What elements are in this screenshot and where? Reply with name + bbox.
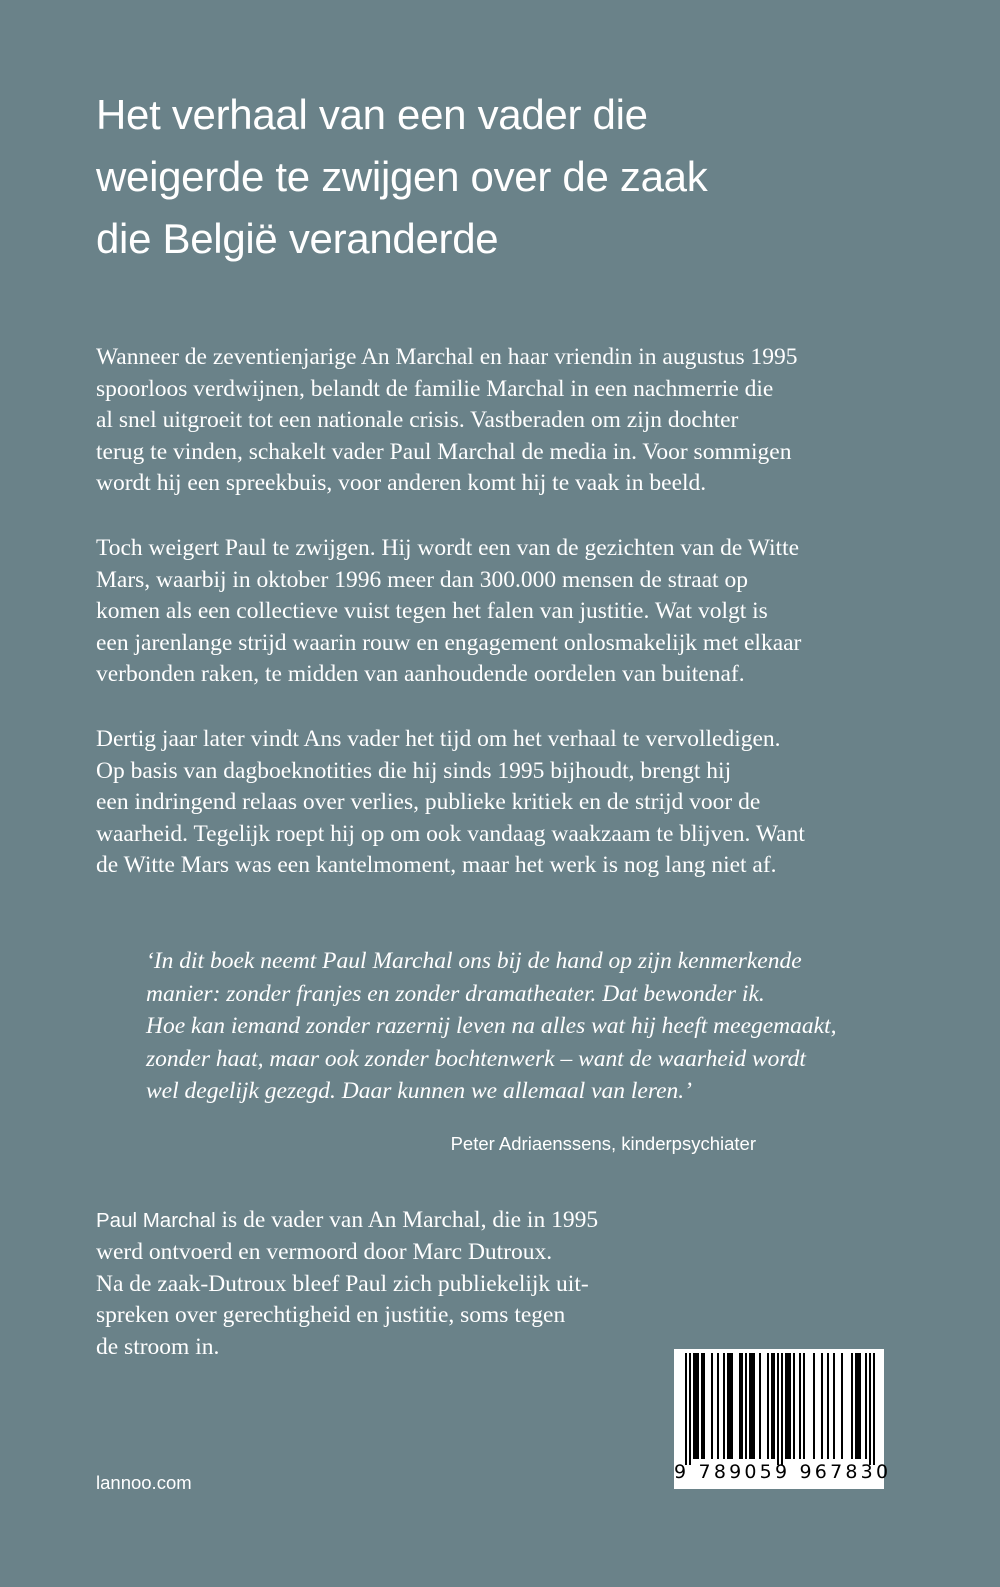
blurb-line: terug te vinden, schakelt vader Paul Marchal de media in. Voor sommigen bbox=[96, 438, 792, 465]
blurb-line: komen als een collectieve vuist tegen het falen van justitie. Wat volgt is bbox=[96, 598, 768, 625]
barcode-bar bbox=[793, 1353, 795, 1459]
barcode-bar bbox=[859, 1353, 861, 1459]
barcode-bar bbox=[685, 1353, 687, 1465]
barcode-bar bbox=[745, 1353, 747, 1459]
barcode-bar bbox=[701, 1353, 703, 1459]
isbn-barcode bbox=[674, 1349, 892, 1489]
headline-line: die België veranderde bbox=[96, 215, 499, 262]
barcode-bar bbox=[753, 1353, 755, 1459]
headline-line: weigerde te zwijgen over de zaak bbox=[96, 153, 708, 200]
barcode-bar bbox=[787, 1353, 789, 1459]
barcode-bar bbox=[821, 1353, 823, 1459]
bio-line: spreken over gerechtigheid en justitie, soms tegen bbox=[96, 1302, 566, 1329]
barcode-bar bbox=[813, 1353, 815, 1459]
barcode-bar bbox=[827, 1353, 829, 1459]
blurb-line: Wanneer de zeventienjarige An Marchal en haar vriendin in augustus 1995 bbox=[96, 344, 798, 370]
barcode-bar bbox=[803, 1353, 805, 1459]
quote-line: wel degelijk gezegd. Daar kunnen we allemaal van leren.’ bbox=[146, 1078, 693, 1105]
blurb-line: de Witte Mars was een kantelmoment, maar het werk is nog lang niet af. bbox=[96, 852, 777, 879]
blurb-line: een indringend relaas over verlies, publieke kritiek en de strijd voor de bbox=[96, 789, 761, 816]
barcode-bar bbox=[781, 1353, 783, 1465]
barcode-bar bbox=[785, 1353, 787, 1459]
publisher-website: lannoo.com bbox=[96, 1472, 192, 1493]
barcode-bar bbox=[723, 1353, 725, 1459]
blurb-line: Toch weigert Paul te zwijgen. Hij wordt een van de gezichten van de Witte bbox=[96, 535, 800, 561]
author-bio bbox=[96, 1205, 656, 1364]
quote-line: manier: zonder franjes en zonder dramatheater. Dat bewonder ik. bbox=[146, 980, 765, 1007]
endorsement-quote bbox=[146, 945, 846, 1108]
bio-line: werd ontvoerd en vermoord door Marc Dutroux. bbox=[96, 1238, 553, 1265]
blurb-line: Mars, waarbij in oktober 1996 meer dan 300.000 mensen de straat op bbox=[96, 566, 748, 593]
barcode-bar bbox=[857, 1353, 859, 1459]
bio-line: Na de zaak-Dutroux bleef Paul zich publiekelijk uit- bbox=[96, 1270, 589, 1297]
barcode-bar bbox=[851, 1353, 853, 1459]
barcode-bar bbox=[695, 1353, 697, 1459]
barcode-bar bbox=[767, 1353, 769, 1459]
blurb-paragraph-3 bbox=[96, 724, 916, 882]
barcode-bar bbox=[773, 1353, 775, 1459]
blurb-paragraph-2 bbox=[96, 533, 916, 691]
blurb-paragraph-1 bbox=[96, 342, 916, 500]
barcode-bar bbox=[789, 1353, 791, 1459]
barcode-bar bbox=[717, 1353, 719, 1459]
barcode-bar bbox=[869, 1353, 871, 1465]
barcode-bar bbox=[771, 1353, 773, 1459]
quote-line: zonder haat, maar ook zonder bochtenwerk – want de waarheid wordt bbox=[146, 1045, 806, 1072]
blurb-line: waarheid. Tegelijk roept hij op om ook vandaag waakzaam te blijven. Want bbox=[96, 820, 805, 847]
author-name: Paul Marchal bbox=[96, 1209, 216, 1232]
quote-line: Hoe kan iemand zonder razernij leven na alles wat hij heeft meegemaakt, bbox=[146, 1013, 837, 1040]
barcode-bar bbox=[751, 1353, 753, 1459]
blurb-line: Dertig jaar later vindt Ans vader het tijd om het verhaal te vervolledigen. bbox=[96, 726, 781, 752]
barcode-bar bbox=[693, 1353, 695, 1459]
blurb-line: spoorloos verdwijnen, belandt de familie Marchal in een nachmerrie die bbox=[96, 375, 774, 402]
barcode-bar bbox=[727, 1353, 729, 1459]
bio-line bbox=[96, 1205, 656, 1237]
headline bbox=[96, 84, 856, 270]
barcode-bar bbox=[833, 1353, 835, 1459]
quote-line: ‘In dit boek neemt Paul Marchal ons bij de hand op zijn kenmerkende bbox=[146, 948, 802, 974]
barcode-bar bbox=[703, 1353, 705, 1459]
blurb-line: al snel uitgroeit tot een nationale crisis. Vastberaden om zijn dochter bbox=[96, 407, 739, 434]
barcode-bar bbox=[689, 1353, 691, 1465]
barcode-bar bbox=[697, 1353, 699, 1459]
barcode-bar bbox=[741, 1353, 743, 1459]
bio-first-line-rest: is de vader van An Marchal, die in 1995 bbox=[215, 1207, 599, 1233]
headline-line: Het verhaal van een vader die bbox=[96, 91, 648, 138]
isbn-number: 9 789059 967830 bbox=[674, 1461, 892, 1483]
barcode-bar bbox=[711, 1353, 713, 1459]
blurb-line: Op basis van dagboeknotities die hij sinds 1995 bijhoudt, brengt hij bbox=[96, 757, 732, 784]
quote-attribution: Peter Adriaenssens, kinderpsychiater bbox=[450, 1133, 756, 1154]
barcode-bar bbox=[865, 1353, 867, 1459]
blurb-line: verbonden raken, te midden van aanhoudende oordelen van buitenaf. bbox=[96, 661, 745, 688]
barcode-bar bbox=[841, 1353, 843, 1459]
barcode-bar bbox=[799, 1353, 801, 1459]
bio-line: de stroom in. bbox=[96, 1334, 220, 1361]
blurb-line: wordt hij een spreekbuis, voor anderen komt hij te vaak in beeld. bbox=[96, 470, 707, 497]
barcode-bar bbox=[731, 1353, 733, 1459]
barcode-bar bbox=[873, 1353, 875, 1465]
barcode-bar bbox=[759, 1353, 761, 1459]
barcode-bar bbox=[739, 1353, 741, 1459]
barcode-bar bbox=[855, 1353, 857, 1459]
blurb-line: een jarenlange strijd waarin rouw en engagement onlosmakelijk met elkaar bbox=[96, 629, 802, 656]
barcode-bar bbox=[749, 1353, 751, 1459]
barcode-bar bbox=[729, 1353, 731, 1459]
barcode-bar bbox=[777, 1353, 779, 1465]
